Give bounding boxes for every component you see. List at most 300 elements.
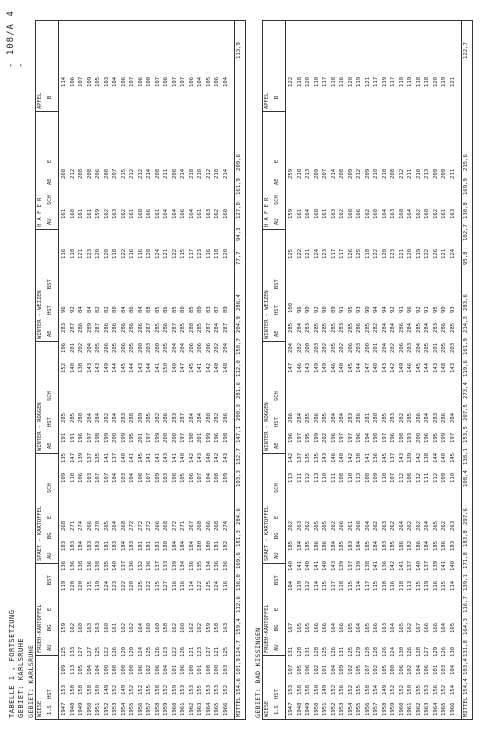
- table-row: [450, 21, 459, 719]
- mean-cell: 112,0: [236, 360, 242, 377]
- value-cell: 205: [129, 342, 135, 353]
- value-cell: 185: [432, 540, 439, 551]
- value-cell: 106: [78, 472, 84, 483]
- mean-cell: 283,6: [463, 294, 469, 311]
- value-cell: 116: [171, 580, 178, 591]
- value-cell: 124: [214, 580, 220, 591]
- value-cell: 140: [171, 362, 178, 373]
- value-cell: 191: [69, 432, 76, 443]
- value-cell: 136: [129, 560, 135, 571]
- table-row: [407, 21, 416, 719]
- column-divider: [35, 111, 59, 112]
- year-cell: 1966: [222, 702, 229, 716]
- value-cell: 184: [424, 540, 430, 551]
- value-cell: 110: [69, 472, 76, 483]
- value-cell: 283: [171, 412, 178, 423]
- value-cell: 285: [305, 412, 311, 423]
- value-cell: 122: [171, 646, 178, 657]
- value-cell: 118: [330, 76, 337, 87]
- sub-header: AE: [274, 178, 280, 185]
- value-cell: 125: [146, 646, 152, 657]
- sub-header: AE: [274, 442, 280, 449]
- value-cell: 103: [120, 472, 127, 483]
- column-group-header: WINTER - WEIZEN: [264, 290, 270, 339]
- value-cell: 181: [103, 540, 110, 551]
- value-cell: 264: [398, 520, 405, 531]
- value-cell: 149: [103, 684, 110, 695]
- value-cell: 143: [305, 362, 311, 373]
- value-cell: 124: [154, 248, 161, 259]
- value-cell: 199: [120, 432, 127, 443]
- mean-cell: 127,0: [236, 202, 242, 219]
- value-cell: 165: [449, 622, 456, 633]
- value-cell: 166: [322, 622, 328, 633]
- column-divider: [262, 111, 286, 112]
- value-cell: 285: [69, 412, 76, 423]
- value-cell: 183: [449, 540, 456, 551]
- value-cell: 118: [296, 76, 303, 87]
- value-cell: 198: [398, 432, 405, 443]
- value-cell: 141: [296, 560, 303, 571]
- value-cell: 160: [313, 208, 320, 219]
- value-cell: 125: [288, 248, 294, 259]
- value-cell: 184: [171, 540, 178, 551]
- value-cell: 141: [197, 362, 203, 373]
- value-cell: 149: [322, 684, 328, 695]
- sub-header: HST: [274, 689, 280, 699]
- value-cell: 129: [432, 646, 439, 657]
- value-cell: 115: [415, 580, 422, 591]
- value-cell: 202: [296, 342, 303, 353]
- value-cell: 123: [86, 248, 93, 259]
- value-cell: 283: [120, 412, 127, 423]
- value-cell: 105: [95, 76, 101, 87]
- value-cell: 110: [347, 472, 354, 483]
- value-cell: 158: [154, 684, 161, 695]
- sub-header: BG: [47, 532, 53, 539]
- column-divider: [262, 655, 286, 656]
- value-cell: 125: [222, 646, 229, 657]
- value-cell: 122: [296, 248, 303, 259]
- column-divider: [35, 563, 59, 564]
- year-cell: 1966: [449, 702, 456, 716]
- value-cell: 162: [432, 208, 439, 219]
- value-cell: 153: [61, 684, 67, 695]
- value-cell: 100: [188, 664, 195, 675]
- value-cell: 144: [129, 362, 135, 373]
- value-cell: 152: [129, 684, 135, 695]
- value-cell: 107: [146, 472, 152, 483]
- mean-cell: 124,7: [236, 640, 242, 657]
- value-cell: 266: [205, 520, 212, 531]
- value-cell: 196: [214, 432, 220, 443]
- value-cell: 147: [69, 452, 76, 463]
- value-cell: 142: [288, 452, 294, 463]
- year-cell: 1963: [197, 702, 203, 716]
- value-cell: 82: [103, 306, 110, 313]
- value-cell: 206: [103, 342, 110, 353]
- value-cell: 158: [305, 684, 311, 695]
- table-header: [35, 20, 59, 720]
- value-cell: 142: [214, 452, 220, 463]
- year-cell: 1957: [146, 702, 152, 716]
- value-cell: 202: [78, 342, 84, 353]
- value-cell: 125: [347, 646, 354, 657]
- value-cell: 116: [222, 580, 229, 591]
- value-cell: 135: [95, 452, 101, 463]
- value-cell: 210: [415, 168, 422, 179]
- mean-cell: 161,9: [236, 178, 242, 195]
- value-cell: 107: [103, 472, 110, 483]
- value-cell: 106: [180, 664, 186, 675]
- value-cell: 193: [407, 432, 413, 443]
- value-cell: 141: [103, 452, 110, 463]
- sub-header: HST: [47, 305, 53, 315]
- value-cell: 108: [112, 664, 118, 675]
- sub-header: SCH: [274, 483, 280, 493]
- value-cell: 203: [313, 342, 320, 353]
- value-cell: 280: [373, 412, 379, 423]
- value-cell: 139: [407, 452, 413, 463]
- value-cell: 161: [61, 208, 67, 219]
- value-cell: 285: [449, 322, 456, 333]
- value-cell: 167: [288, 622, 294, 633]
- year-cell: 1953: [112, 702, 118, 716]
- value-cell: 164: [171, 208, 178, 219]
- value-cell: 212: [398, 168, 405, 179]
- value-cell: 91: [339, 306, 345, 313]
- value-cell: 194: [364, 432, 371, 443]
- value-cell: 200: [364, 342, 371, 353]
- year-cell: 1952: [103, 702, 110, 716]
- value-cell: 197: [339, 432, 345, 443]
- mean-label: MITTEL: [236, 696, 242, 717]
- value-cell: 122: [120, 580, 127, 591]
- value-cell: 210: [381, 168, 388, 179]
- value-cell: 201: [373, 342, 379, 353]
- value-cell: 100: [120, 664, 127, 675]
- value-cell: 183: [86, 540, 93, 551]
- value-cell: 137: [120, 560, 127, 571]
- value-cell: 125: [61, 646, 67, 657]
- year-cell: 1950: [313, 702, 320, 716]
- value-cell: 90: [322, 306, 328, 313]
- value-cell: 128: [373, 646, 379, 657]
- value-cell: 268: [214, 520, 220, 531]
- value-cell: 158: [163, 622, 169, 633]
- value-cell: 202: [322, 342, 328, 353]
- value-cell: 199: [154, 432, 161, 443]
- value-cell: 127: [424, 646, 430, 657]
- value-cell: 159: [171, 684, 178, 695]
- value-cell: 166: [146, 208, 152, 219]
- value-cell: 101: [171, 664, 178, 675]
- value-cell: 104: [129, 472, 135, 483]
- value-cell: 284: [330, 412, 337, 423]
- value-cell: 202: [214, 342, 220, 353]
- value-cell: 210: [373, 168, 379, 179]
- value-cell: 152: [441, 684, 447, 695]
- value-cell: 114: [313, 580, 320, 591]
- value-cell: 106: [424, 664, 430, 675]
- year-cell: 1960: [171, 702, 178, 716]
- value-cell: 163: [205, 208, 212, 219]
- value-cell: 263: [381, 520, 388, 531]
- column-group-header: WIESE: [264, 700, 270, 717]
- value-cell: 208: [154, 168, 161, 179]
- value-cell: 89: [222, 306, 229, 313]
- sub-header: B: [47, 95, 53, 99]
- value-cell: 211: [163, 168, 169, 179]
- value-cell: 150: [163, 362, 169, 373]
- value-cell: 120: [407, 248, 413, 259]
- sub-header: HST: [274, 305, 280, 315]
- value-cell: 159: [288, 208, 294, 219]
- mean-cell: 215,6: [463, 154, 469, 171]
- value-cell: 165: [364, 622, 371, 633]
- value-cell: 118: [214, 248, 220, 259]
- table-row: [288, 21, 297, 719]
- value-cell: 163: [112, 208, 118, 219]
- value-cell: 130: [449, 646, 456, 657]
- value-cell: 185: [390, 540, 396, 551]
- value-cell: 213: [305, 168, 311, 179]
- value-cell: 204: [288, 342, 294, 353]
- value-cell: 102: [347, 664, 354, 675]
- value-cell: 274: [78, 520, 84, 531]
- value-cell: 118: [313, 76, 320, 87]
- table-row: [155, 21, 164, 719]
- value-cell: 158: [78, 684, 84, 695]
- value-cell: 109: [86, 76, 93, 87]
- value-cell: 143: [137, 362, 144, 373]
- value-cell: 140: [339, 362, 345, 373]
- value-cell: 136: [188, 560, 195, 571]
- value-cell: 262: [415, 520, 422, 531]
- value-cell: 284: [197, 412, 203, 423]
- value-cell: 106: [188, 472, 195, 483]
- value-cell: 213: [424, 168, 430, 179]
- value-cell: 131: [305, 646, 311, 657]
- value-cell: 205: [112, 342, 118, 353]
- value-cell: 140: [441, 452, 447, 463]
- value-cell: 144: [356, 362, 362, 373]
- value-cell: 285: [415, 322, 422, 333]
- sub-header: SCH: [47, 391, 53, 401]
- value-cell: 161: [441, 208, 447, 219]
- value-cell: 109: [61, 472, 67, 483]
- value-cell: 185: [364, 540, 371, 551]
- value-cell: 117: [339, 248, 345, 259]
- sub-header: SCH: [47, 483, 53, 493]
- value-cell: 282: [154, 412, 161, 423]
- year-cell: 1964: [432, 702, 439, 716]
- value-cell: 262: [407, 520, 413, 531]
- value-cell: 272: [137, 520, 144, 531]
- value-cell: 180: [197, 540, 203, 551]
- column-divider: [35, 655, 59, 656]
- column-group-header: WINTER - ROGGEN: [37, 402, 43, 451]
- value-cell: 197: [296, 432, 303, 443]
- value-cell: 140: [288, 560, 294, 571]
- value-cell: 210: [214, 168, 220, 179]
- value-cell: 96: [296, 306, 303, 313]
- value-cell: 286: [163, 412, 169, 423]
- value-cell: 94: [381, 306, 388, 313]
- year-cell: 1957: [373, 702, 379, 716]
- value-cell: 119: [415, 248, 422, 259]
- mean-cell: 130,8: [463, 202, 469, 219]
- value-cell: 195: [432, 432, 439, 443]
- value-cell: 108: [205, 664, 212, 675]
- value-cell: 197: [180, 432, 186, 443]
- value-cell: 136: [214, 560, 220, 571]
- value-cell: 123: [112, 580, 118, 591]
- value-cell: 160: [347, 208, 354, 219]
- value-cell: 152: [390, 684, 396, 695]
- value-cell: 146: [330, 452, 337, 463]
- value-cell: 206: [95, 168, 101, 179]
- table-row: [390, 21, 399, 719]
- value-cell: 153: [288, 684, 294, 695]
- table-row: [95, 21, 104, 719]
- value-cell: 102: [407, 664, 413, 675]
- value-cell: 263: [296, 520, 303, 531]
- value-cell: 142: [390, 560, 396, 571]
- value-cell: 283: [390, 412, 396, 423]
- value-cell: 284: [86, 412, 93, 423]
- value-cell: 111: [330, 472, 337, 483]
- value-cell: 100: [390, 664, 396, 675]
- value-cell: 199: [313, 432, 320, 443]
- value-cell: 288: [129, 412, 135, 423]
- table-body: [59, 20, 235, 720]
- mean-cell: 150,7: [236, 338, 242, 355]
- value-cell: 108: [407, 472, 413, 483]
- year-cell: 1960: [398, 702, 405, 716]
- table-row: [382, 21, 391, 719]
- year-cell: 1951: [95, 702, 101, 716]
- year-cell: 1965: [214, 702, 220, 716]
- value-cell: 214: [146, 168, 152, 179]
- value-cell: 284: [214, 322, 220, 333]
- value-cell: 162: [171, 622, 178, 633]
- value-cell: 126: [381, 646, 388, 657]
- value-cell: 197: [347, 432, 354, 443]
- value-cell: 208: [86, 168, 93, 179]
- value-cell: 284: [296, 322, 303, 333]
- value-cell: 285: [347, 322, 354, 333]
- sub-header: SCH: [47, 195, 53, 205]
- value-cell: 201: [137, 432, 144, 443]
- value-cell: 117: [188, 248, 195, 259]
- value-cell: 138: [424, 452, 430, 463]
- year-cell: 1954: [347, 702, 354, 716]
- value-cell: 141: [146, 452, 152, 463]
- value-cell: 126: [112, 646, 118, 657]
- value-cell: 166: [180, 208, 186, 219]
- value-cell: 161: [112, 622, 118, 633]
- value-cell: 101: [322, 664, 328, 675]
- value-cell: 123: [322, 248, 328, 259]
- value-cell: 153: [214, 684, 220, 695]
- value-cell: 150: [95, 684, 101, 695]
- value-cell: 126: [407, 646, 413, 657]
- value-cell: 119: [424, 580, 430, 591]
- value-cell: 182: [222, 540, 229, 551]
- value-cell: 184: [188, 540, 195, 551]
- value-cell: 116: [205, 248, 212, 259]
- value-cell: 106: [188, 76, 195, 87]
- gebiet-label-2: GEBIET: BAD KISSINGEN: [254, 627, 262, 718]
- value-cell: 285: [154, 322, 161, 333]
- mean-cell: 132,7: [236, 448, 242, 465]
- table-row: [206, 21, 215, 719]
- table-row: [138, 21, 147, 719]
- table-body: [286, 20, 462, 720]
- value-cell: 149: [313, 362, 320, 373]
- mean-cell: 214,3: [463, 316, 469, 333]
- table-row: [70, 21, 79, 719]
- value-cell: 110: [322, 472, 328, 483]
- value-cell: 123: [390, 248, 396, 259]
- column-group-header: WINTER - ROGGEN: [264, 402, 270, 451]
- value-cell: 286: [313, 412, 320, 423]
- table-row: [189, 21, 198, 719]
- value-cell: 149: [398, 362, 405, 373]
- value-cell: 143: [449, 362, 456, 373]
- value-cell: 205: [424, 342, 430, 353]
- value-cell: 196: [390, 432, 396, 443]
- sub-header: AE: [47, 178, 53, 185]
- value-cell: 114: [356, 580, 362, 591]
- value-cell: 162: [120, 622, 127, 633]
- value-cell: 180: [205, 540, 212, 551]
- value-cell: 149: [103, 362, 110, 373]
- value-cell: 135: [61, 452, 67, 463]
- value-cell: 123: [197, 248, 203, 259]
- value-cell: 182: [407, 540, 413, 551]
- value-cell: 150: [407, 684, 413, 695]
- mean-cell: 103,4: [463, 658, 469, 675]
- value-cell: 202: [390, 342, 396, 353]
- year-cell: 1963: [424, 702, 430, 716]
- value-cell: 114: [188, 580, 195, 591]
- value-cell: 206: [398, 342, 405, 353]
- value-cell: 164: [407, 208, 413, 219]
- sub-header: B: [274, 95, 280, 99]
- value-cell: 122: [288, 76, 294, 87]
- value-cell: 196: [288, 432, 294, 443]
- value-cell: 195: [305, 432, 311, 443]
- value-cell: 287: [69, 322, 76, 333]
- value-cell: 160: [373, 208, 379, 219]
- value-cell: 286: [78, 322, 84, 333]
- value-cell: 287: [146, 322, 152, 333]
- sub-header: E: [47, 607, 53, 611]
- value-cell: 200: [137, 342, 144, 353]
- year-cell: 1961: [180, 702, 186, 716]
- value-cell: 196: [78, 432, 84, 443]
- value-cell: 286: [356, 412, 362, 423]
- column-divider: [35, 453, 59, 454]
- value-cell: 143: [86, 362, 93, 373]
- value-cell: 104: [86, 664, 93, 675]
- mean-cell: 131,8: [463, 640, 469, 657]
- value-cell: 124: [137, 646, 144, 657]
- year-cell: 1952: [330, 702, 337, 716]
- value-cell: 112: [305, 580, 311, 591]
